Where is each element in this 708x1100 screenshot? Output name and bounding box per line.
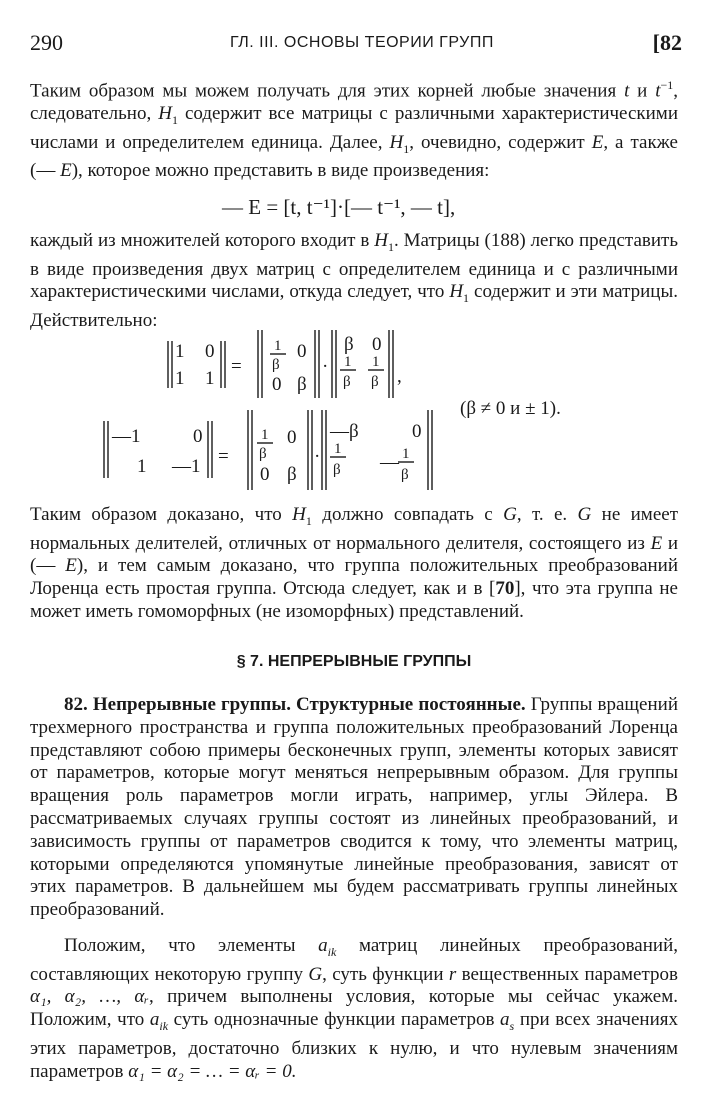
- m5-num: 1: [261, 427, 269, 443]
- running-title: ГЛ. III. ОСНОВЫ ТЕОРИИ ГРУПП: [230, 34, 494, 51]
- paragraph-matrices: каждый из множителей которого входит в $H_1$. Матрицы (188) легко представить в виде произведения двух матриц с определителем единица и с различными характеристическими числами, откуда следует, что $H_1$ содержит и эти матрицы. Действительно:: [30, 230, 678, 331]
- paragraph-mark: [82: [652, 30, 682, 55]
- eq2-equals: =: [218, 446, 229, 467]
- m5-a12: 0: [287, 427, 297, 448]
- eq1-dot: ·: [322, 356, 329, 377]
- m2-a21: 0: [272, 374, 282, 395]
- paragraph-continuous-groups: 82. Непрерывные группы. Структурные постоянные. Группы вращений трехмерного пространства и группа положительных преобразований Лоренца представляют собою примеры бесконечных групп, элементы которых зависят от параметров, которые могут меняться непрерывным образом. Для группы вращения роль параметров могли играть, например, углы Эйлера. В рассматриваемых случаях группы состоят из линейных преобразований, и зависимость группы от параметров сводится к тому, что элементы матриц, которыми определяются упомянутые линейные преобразования, зависят от этих параметров. В дальнейшем мы будем рассматривать группы линейных преобразований.: [30, 694, 678, 921]
- m5-den: β: [259, 446, 267, 462]
- eq1-equals: =: [231, 356, 242, 377]
- m5-a21: 0: [260, 464, 270, 485]
- m3-a11: β: [344, 334, 354, 355]
- m6-minus: —: [380, 452, 399, 473]
- m3-num1: 1: [344, 354, 352, 370]
- paragraph-parameters: Положим, что элементы $a_{ik}$ матриц линейных преобразований, составляющих некоторую группу G, суть функции r вещественных параметров α₁, α₂, …, αᵣ, причем выполнены условия, которые мы сейчас укажем. Положим, что $a_{ik}$ суть однозначные функции параметров $a_s$ при всех значениях этих параметров, достаточно близких к нулю, и что нулевым значениям параметров α₁ = α₂ = … = αᵣ = 0.: [30, 935, 679, 1082]
- m4-a12: 0: [193, 426, 203, 447]
- m6-a12: 0: [412, 421, 422, 442]
- formula-minus-e: — E = [t, t⁻¹]·[— t⁻¹, — t],: [222, 195, 456, 219]
- m3-den2: β: [371, 374, 379, 390]
- m3-den1: β: [343, 374, 351, 390]
- m2-num: 1: [274, 338, 282, 354]
- paragraph-roots: Таким образом мы можем получать для этих корней любые значения t и $t^{-1}$, следовательно, $H_1$ содержит все матрицы с различными характеристическими числами и определителем единица. Далее, $H_1$, очевидно, содержит E, а также (— E), которое можно представить в виде произведения:: [30, 78, 678, 182]
- m5-a22: β: [287, 464, 297, 485]
- page-number: 290: [30, 30, 63, 55]
- m1-a21: 1: [175, 368, 185, 389]
- m4-a21: 1: [137, 456, 147, 477]
- m4-a11: —1: [112, 426, 141, 447]
- m3-num2: 1: [372, 354, 380, 370]
- m1-a22: 1: [205, 368, 215, 389]
- paragraph-conclusion: Таким образом доказано, что $H_1$ должно совпадать с G, т. е. G не имеет нормальных делителей, отличных от нормального делителя, состоящего из E и (— E), и тем самым доказано, что группа положительных преобразований Лоренца есть простая группа. Отсюда следует, как и в [70], что эта группа не может иметь гомоморфных (не изоморфных) представлений.: [30, 504, 678, 622]
- m2-a22: β: [297, 374, 307, 395]
- m6-den1: β: [333, 462, 341, 478]
- subsection-heading: 82. Непрерывные группы. Структурные постоянные.: [64, 694, 526, 715]
- m6-den2: β: [401, 467, 409, 483]
- m4-a22: —1: [172, 456, 201, 477]
- m1-a12: 0: [205, 341, 215, 362]
- m6-num1: 1: [334, 441, 342, 457]
- eq2-dot: ·: [314, 446, 321, 467]
- m3-a12: 0: [372, 334, 382, 355]
- eq1-comma: ,: [397, 366, 402, 387]
- m2-den: β: [272, 357, 280, 373]
- beta-condition: (β ≠ 0 и ± 1).: [460, 398, 561, 419]
- m2-a12: 0: [297, 341, 307, 362]
- section-title: § 7. НЕПРЕРЫВНЫЕ ГРУППЫ: [236, 653, 472, 670]
- reference-link[interactable]: 70: [495, 578, 515, 600]
- m1-a11: 1: [175, 341, 185, 362]
- m6-num2: 1: [402, 446, 410, 462]
- m6-a11: —β: [330, 421, 359, 442]
